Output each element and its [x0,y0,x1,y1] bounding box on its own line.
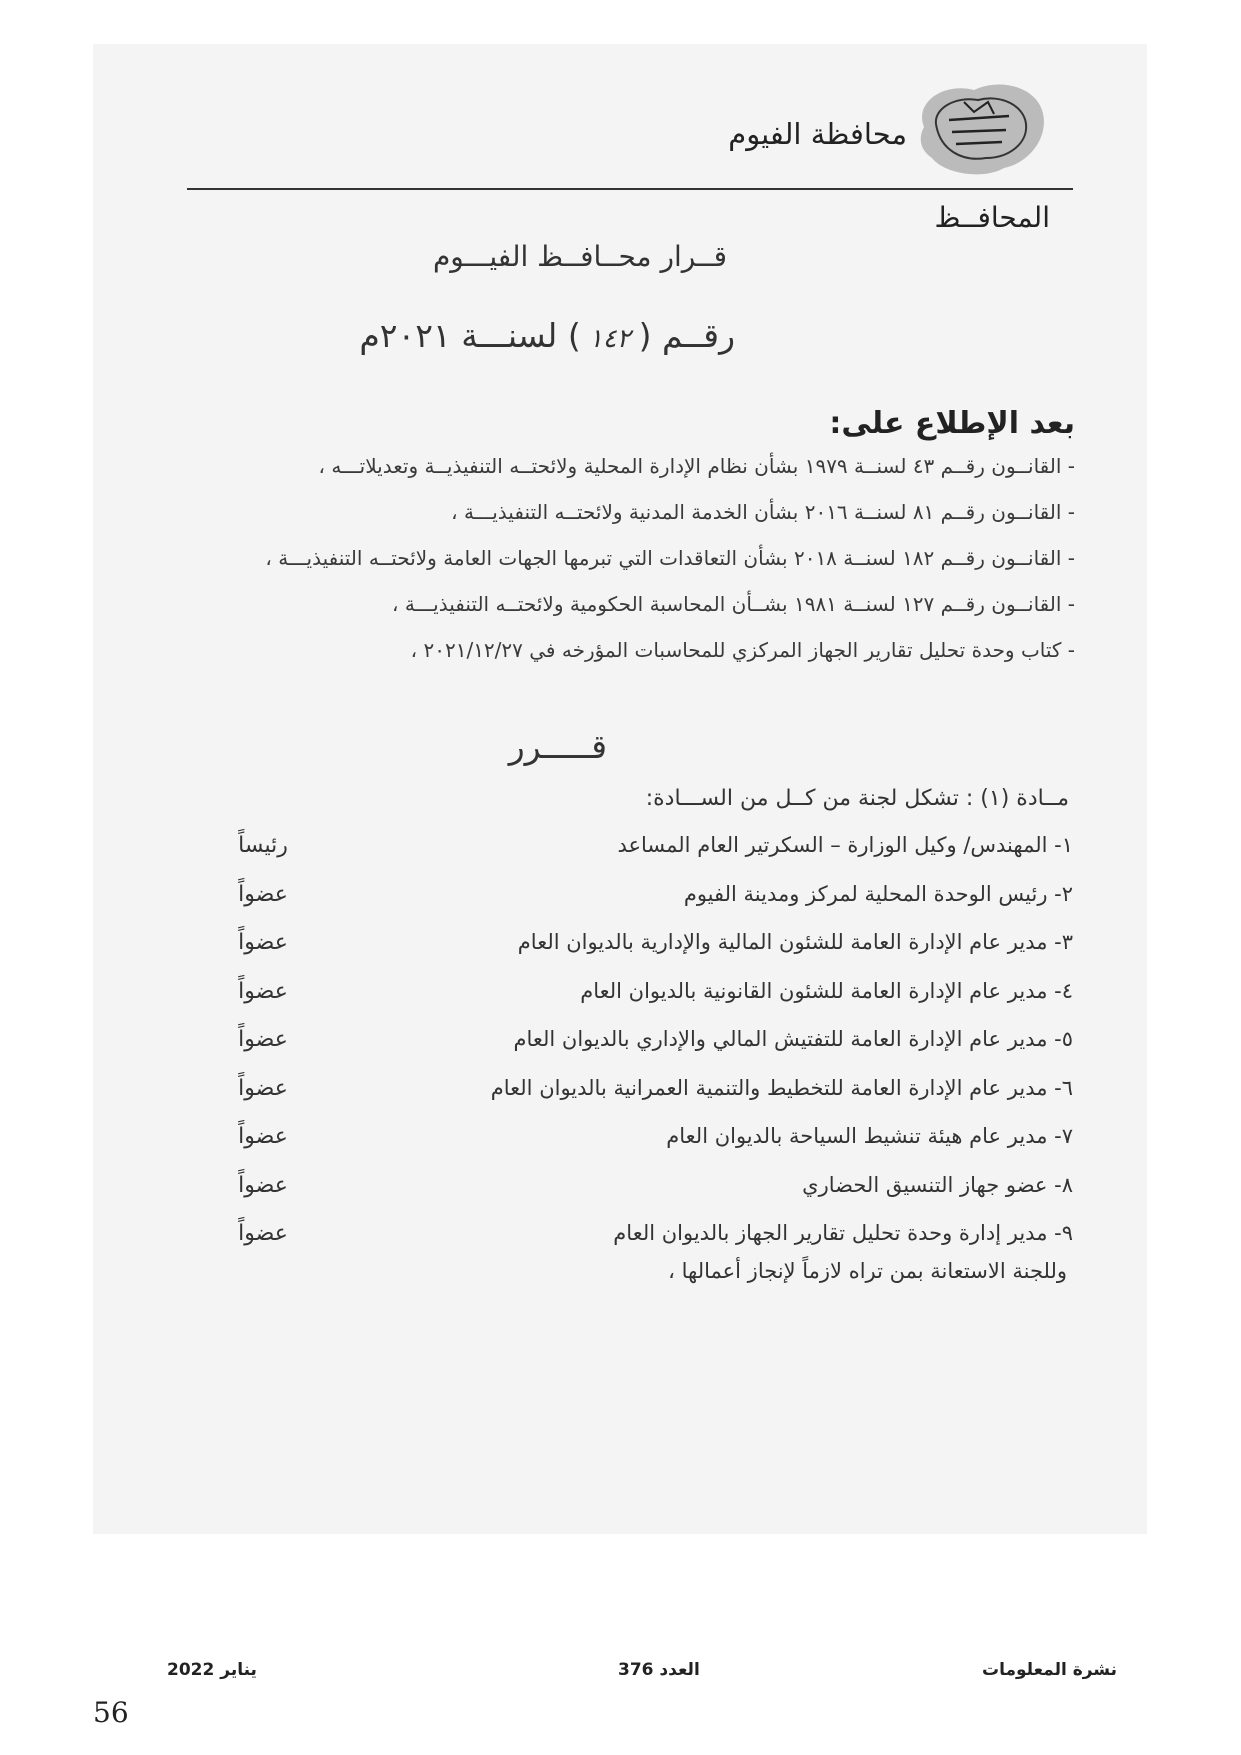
member-name: ٣- مدير عام الإدارة العامة للشئون المالية والإدارية بالديوان العام [517,930,1073,954]
closing-clause: وللجنة الاستعانة بمن تراه لازماً لإنجاز أعمالها ، [668,1259,1067,1283]
member-name: ٤- مدير عام الإدارة العامة للشئون القانونية بالديوان العام [580,978,1073,1003]
member-role: عضواً [238,978,288,1004]
member-role: عضواً [238,1172,288,1198]
decree-number-prefix: رقــم ( [638,316,735,355]
review-list [175,454,1075,684]
member-role: رئيساً [238,833,288,858]
member-name: ٢- رئيس الوحدة المحلية لمركز ومدينة الفيوم [683,881,1073,906]
review-item: - القانــون رقــم ١٨٢ لسنــة ٢٠١٨ بشأن التعاقدات التي تبرمها الجهات العامة ولائحتــه التنفيذيـــة ، [265,546,1075,570]
member-role: عضواً [238,930,288,955]
member-row [183,882,1073,931]
article-1: مــادة (١) : تشكل لجنة من كــل من الســـادة: [645,786,1069,811]
member-row [183,979,1073,1028]
member-role: عضواً [238,1027,288,1052]
review-item: - القانــون رقــم ١٢٧ لسنــة ١٩٨١ بشــأن المحاسبة الحكومية ولائحتــه التنفيذيـــة ، [392,592,1075,616]
footer-publication: نشرة المعلومات [981,1660,1117,1680]
footer-issue: العدد 376 [618,1660,700,1680]
decree-number-suffix: ) لسنـــة ٢٠٢١م [359,316,581,355]
committee-members [183,833,1073,1270]
review-item: - القانــون رقــم ٨١ لسنــة ٢٠١٦ بشأن الخدمة المدنية ولائحتــه التنفيذيـــة ، [451,500,1075,524]
member-row [183,1173,1073,1222]
review-heading: بعد الإطلاع على: [829,406,1075,441]
decree-number-handwritten: ١٤٢ [588,324,631,354]
member-role: عضواً [238,1221,288,1246]
member-row [183,930,1073,979]
decree-title: قــرار محــافــظ الفيـــوم [432,240,727,273]
governorate-seal-stamp [904,72,1050,180]
member-name: ١- المهندس/ وكيل الوزارة – السكرتير العام المساعد [617,833,1073,857]
member-name: ٨- عضو جهاز التنسيق الحضاري [802,1172,1073,1197]
member-name: ٦- مدير عام الإدارة العامة للتخطيط والتنمية العمرانية بالديوان العام [490,1075,1073,1100]
decision-heading: قـــــرر [508,727,607,766]
member-row [183,1076,1073,1125]
governor-title: المحافــظ [934,201,1050,234]
review-item: - كتاب وحدة تحليل تقارير الجهاز المركزي للمحاسبات المؤرخه في ٢٠٢١/١٢/٢٧ ، [410,638,1075,662]
member-row [183,833,1073,882]
member-role: عضواً [238,1075,288,1101]
member-name: ٩- مدير إدارة وحدة تحليل تقارير الجهاز بالديوان العام [613,1221,1073,1245]
scanned-document [93,44,1147,1534]
footer-date: يناير 2022 [167,1660,257,1680]
decree-number [359,316,735,355]
member-row [183,1124,1073,1173]
member-role: عضواً [238,1124,288,1149]
header-divider [187,188,1073,190]
governorate-name: محافظة الفيوم [728,117,907,151]
member-name: ٥- مدير عام الإدارة العامة للتفتيش المالي والإداري بالديوان العام [513,1027,1073,1051]
page-number: 56 [93,1696,129,1729]
review-item: - القانــون رقــم ٤٣ لسنــة ١٩٧٩ بشأن نظام الإدارة المحلية ولائحتــه التنفيذيــة وتعديلاتـــه ، [318,454,1075,478]
member-role: عضواً [238,881,288,907]
member-row [183,1027,1073,1076]
member-name: ٧- مدير عام هيئة تنشيط السياحة بالديوان العام [666,1124,1073,1148]
